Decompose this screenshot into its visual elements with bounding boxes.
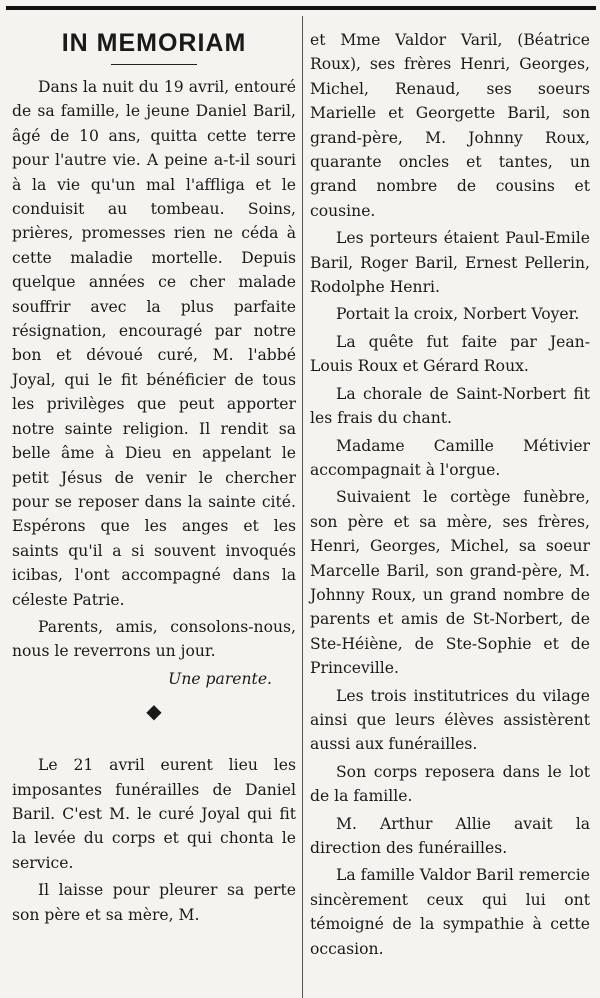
- right-column: [310, 28, 590, 964]
- diamond-ornament-icon: ◆: [146, 699, 162, 724]
- burial-paragraph: Son corps reposera dans le lot de la famille.: [310, 762, 590, 806]
- thanks-paragraph: La famille Valdor Baril remercie sincèrement ceux qui lui ont témoigné de la sympathie à cette occasion.: [310, 866, 590, 958]
- consolation-paragraph: Parents, amis, consolons-nous, nous le reverrons un jour.: [12, 617, 296, 661]
- obituary-paragraph: Dans la nuit du 19 avril, entouré de sa famille, le jeune Daniel Baril, âgé de 10 ans, quitta cette terre pour l'autre vie. A peine a-t-il souri à la vie qu'un mal l'affliga et le conduisit au tombeau. Soins, prières, promesses rien ne céda à cette maladie mortelle. Depuis quelque années ce cher malade souffrir avec la plus parfaite résignation, encouragé par notre bon et dévoué curé, M. l'abbé Joyal, qui le fit bénéficier de tous les privilèges que peut apporter notre sainte religion. Il rendit sa belle âme à Dieu en appelant le petit Jésus de venir le chercher pour se reposer dans la sainte cité. Espérons que les anges et les saints qu'il a si souvent invoqués icibas, l'ont accompagné dans la céleste Patrie.: [12, 78, 296, 609]
- choir-paragraph: La chorale de Saint-Norbert fit les frais du chant.: [310, 384, 590, 428]
- survivors-continuation: et Mme Valdor Varil, (Béatrice Roux), ses frères Henri, Georges, Michel, Renaud, ses soeurs Marielle et Georgette Baril, son grand-père, M. Johnny Roux, quarante oncles et tantes, un grand nombre de cousins et cousine.: [310, 31, 590, 220]
- left-column: [12, 22, 296, 930]
- collection-paragraph: La quête fut faite par Jean-Louis Roux et Gérard Roux.: [310, 332, 590, 376]
- cross-bearer-paragraph: Portait la croix, Norbert Voyer.: [336, 305, 580, 324]
- organ-paragraph: Madame Camille Métivier accompagnait à l'orgue.: [310, 436, 590, 479]
- survivors-paragraph: Il laisse pour pleurer sa perte son père et sa mère, M.: [12, 881, 296, 924]
- column-divider: [302, 16, 303, 998]
- article-title: IN MEMORIAM: [61, 29, 247, 57]
- funeral-paragraph: Le 21 avril eurent lieu les imposantes funérailles de Daniel Baril. C'est M. le curé Joyal qui fit la levée du corps et qui chonta le service.: [12, 756, 296, 872]
- cortege-paragraph: Suivaient le cortège funèbre, son père et sa mère, ses frères, Henri, Georges, Michel, sa soeur Marcelle Baril, son grand-père, M. Johnny Roux, un grand nombre de parents et amis de St-Norbert, de Ste-Héiène, de Ste-Sophie et de Princeville.: [310, 488, 590, 678]
- director-paragraph: M. Arthur Allie avait la direction des funérailles.: [310, 814, 590, 857]
- ornament-divider: [12, 699, 296, 723]
- title-underline: [111, 64, 197, 65]
- teachers-paragraph: Les trois institutrices du vilage ainsi que leurs élèves assistèrent aussi aux funérailles.: [310, 686, 590, 754]
- signature: Une parente.: [168, 669, 272, 688]
- top-rule: [6, 6, 596, 10]
- pallbearers-paragraph: Les porteurs étaient Paul-Emile Baril, Roger Baril, Ernest Pellerin, Rodolphe Henri.: [310, 229, 590, 297]
